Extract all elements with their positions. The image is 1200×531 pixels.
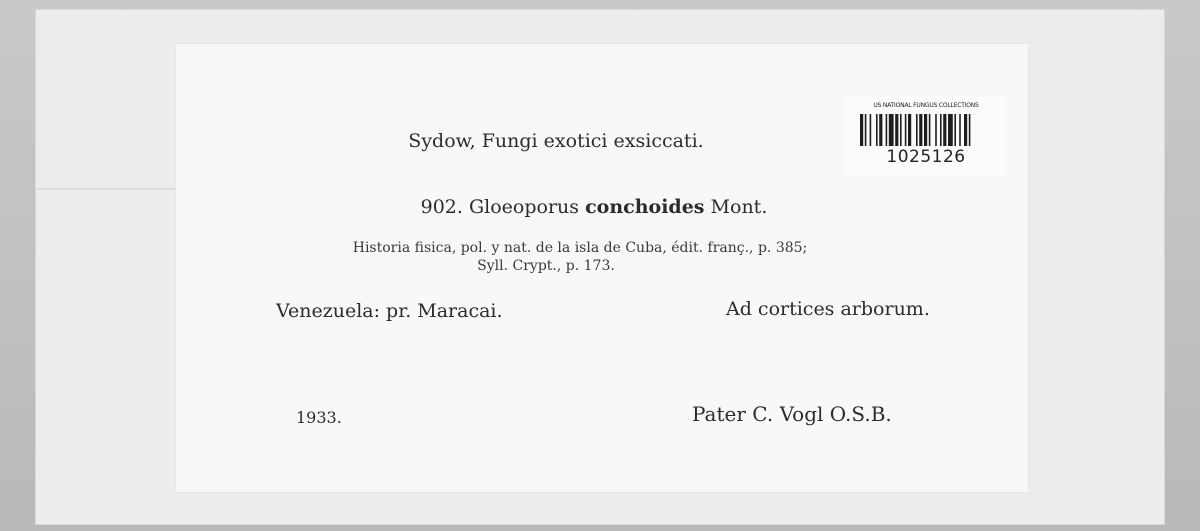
species-author: Mont. — [710, 196, 768, 218]
genus-name: Gloeoporus — [468, 196, 580, 218]
locality: Venezuela: pr. Maracai. — [276, 300, 503, 322]
species-line — [168, 196, 1020, 218]
barcode-collection-name: US NATIONAL FUNGUS COLLECTIONS — [873, 102, 979, 109]
literature-reference-1: Historia fisica, pol. y nat. de la isla de Cuba, édit. franç., p. 385; — [352, 240, 808, 256]
habitat: Ad cortices arborum. — [726, 298, 930, 320]
barcode-label — [846, 96, 1006, 176]
collection-year: 1933. — [296, 408, 342, 427]
collector: Pater C. Vogl O.S.B. — [692, 402, 892, 426]
barcode-number: 1025126 — [886, 147, 966, 167]
species-epithet: conchoides — [585, 196, 705, 218]
barcode-icon — [860, 114, 992, 146]
packet-fold-line — [36, 188, 176, 190]
exsiccata-series-title: Sydow, Fungi exotici exsiccati. — [408, 130, 704, 152]
literature-reference-2: Syll. Crypt., p. 173. — [477, 258, 615, 274]
exsiccata-number: 902. — [420, 196, 463, 218]
